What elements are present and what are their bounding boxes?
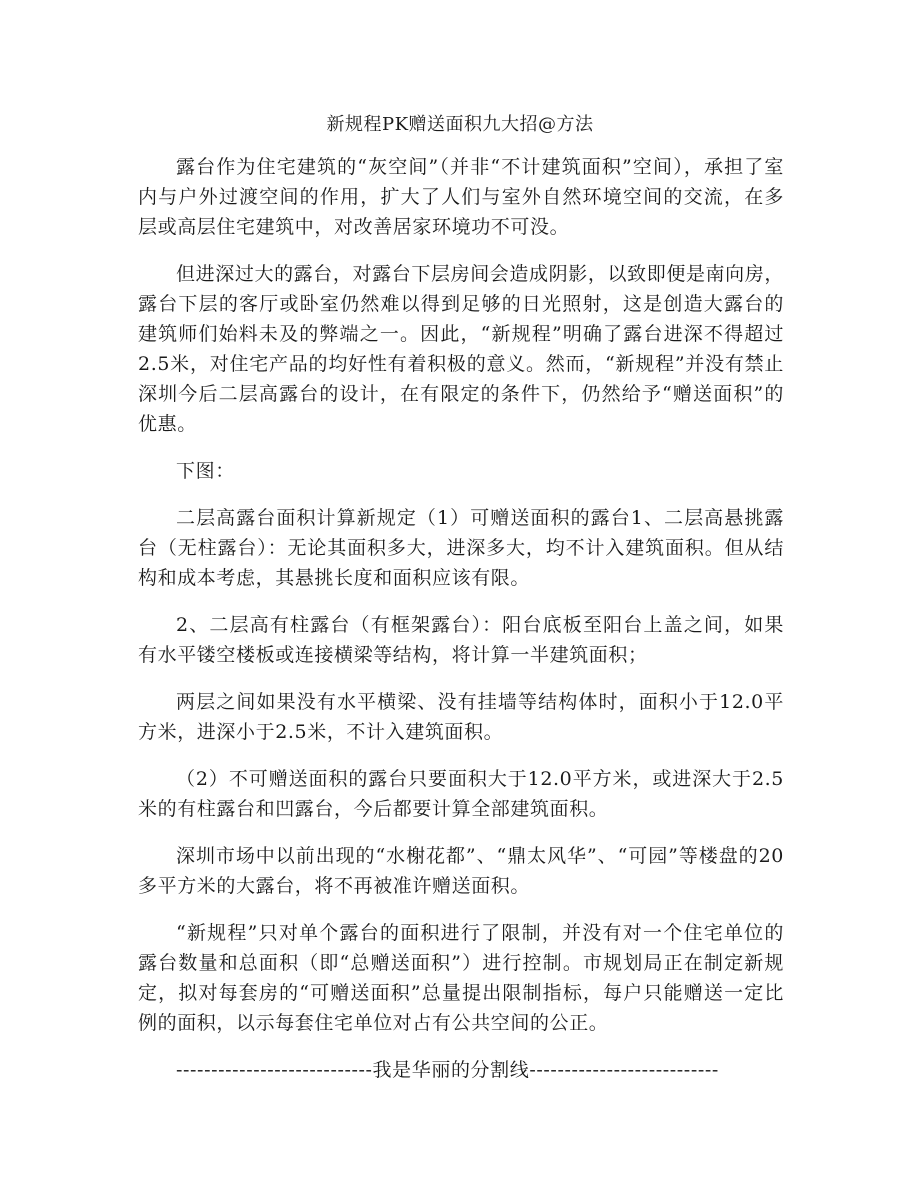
paragraph-planning-bureau: “新规程”只对单个露台的面积进行了限制，并没有对一个住宅单位的露台数量和总面积（即“总赠送面积”）进行控制。市规划局正在制定新规定，拟对每套房的“可赠送面积”总量提出限制指标，每户只能赠送一定比例的面积，以示每套住宅单位对占有公共空间的公正。: [138, 922, 784, 1034]
paragraph-figure-caption: 下图：: [176, 460, 235, 482]
paragraph-rule-cantilever: 二层高露台面积计算新规定（1）可赠送面积的露台1、二层高悬挑露台（无柱露台）：无论其面积多大，进深多大，均不计入建筑面积。但从结构和成本考虑，其悬挑长度和面积应该有限。: [138, 507, 784, 589]
document-title: 新规程PK赠送面积九大招@方法: [326, 114, 594, 135]
document-body: [138, 152, 784, 1085]
paragraph-depth-limit: 但进深过大的露台，对露台下层房间会造成阴影，以致即便是南向房，露台下层的客厅或卧室仍然难以得到足够的日光照射，这是创造大露台的建筑师们始料未及的弊端之一。因此，“新规程”明确了露台进深不得超过2.5米，对住宅产品的均好性有着积极的意义。然而，“新规程”并没有禁止深圳今后二层高露台的设计，在有限定的条件下，仍然给予“赠送面积”的优惠。: [138, 263, 784, 435]
paragraph-rule-non-gift: （2）不可赠送面积的露台只要面积大于12.0平方米，或进深大于2.5米的有柱露台和凹露台，今后都要计算全部建筑面积。: [138, 768, 784, 820]
section-divider: ----------------------------我是华丽的分割线---------------------------: [176, 1059, 719, 1081]
paragraph-rule-no-beam: 两层之间如果没有水平横梁、没有挂墙等结构体时，面积小于12.0平方米，进深小于2.5米，不计入建筑面积。: [138, 691, 784, 743]
paragraph-intro: 露台作为住宅建筑的“灰空间”（并非“不计建筑面积”空间），承担了室内与户外过渡空间的作用，扩大了人们与室外自然环境空间的交流，在多层或高层住宅建筑中，对改善居家环境功不可没。: [138, 156, 784, 238]
paragraph-rule-columned: 2、二层高有柱露台（有框架露台）：阳台底板至阳台上盖之间，如果有水平镂空楼板或连接横梁等结构，将计算一半建筑面积；: [138, 614, 784, 666]
paragraph-market-examples: 深圳市场中以前出现的“水榭花都”、“鼎太风华”、“可园”等楼盘的20多平方米的大露台，将不再被准许赠送面积。: [138, 845, 784, 897]
